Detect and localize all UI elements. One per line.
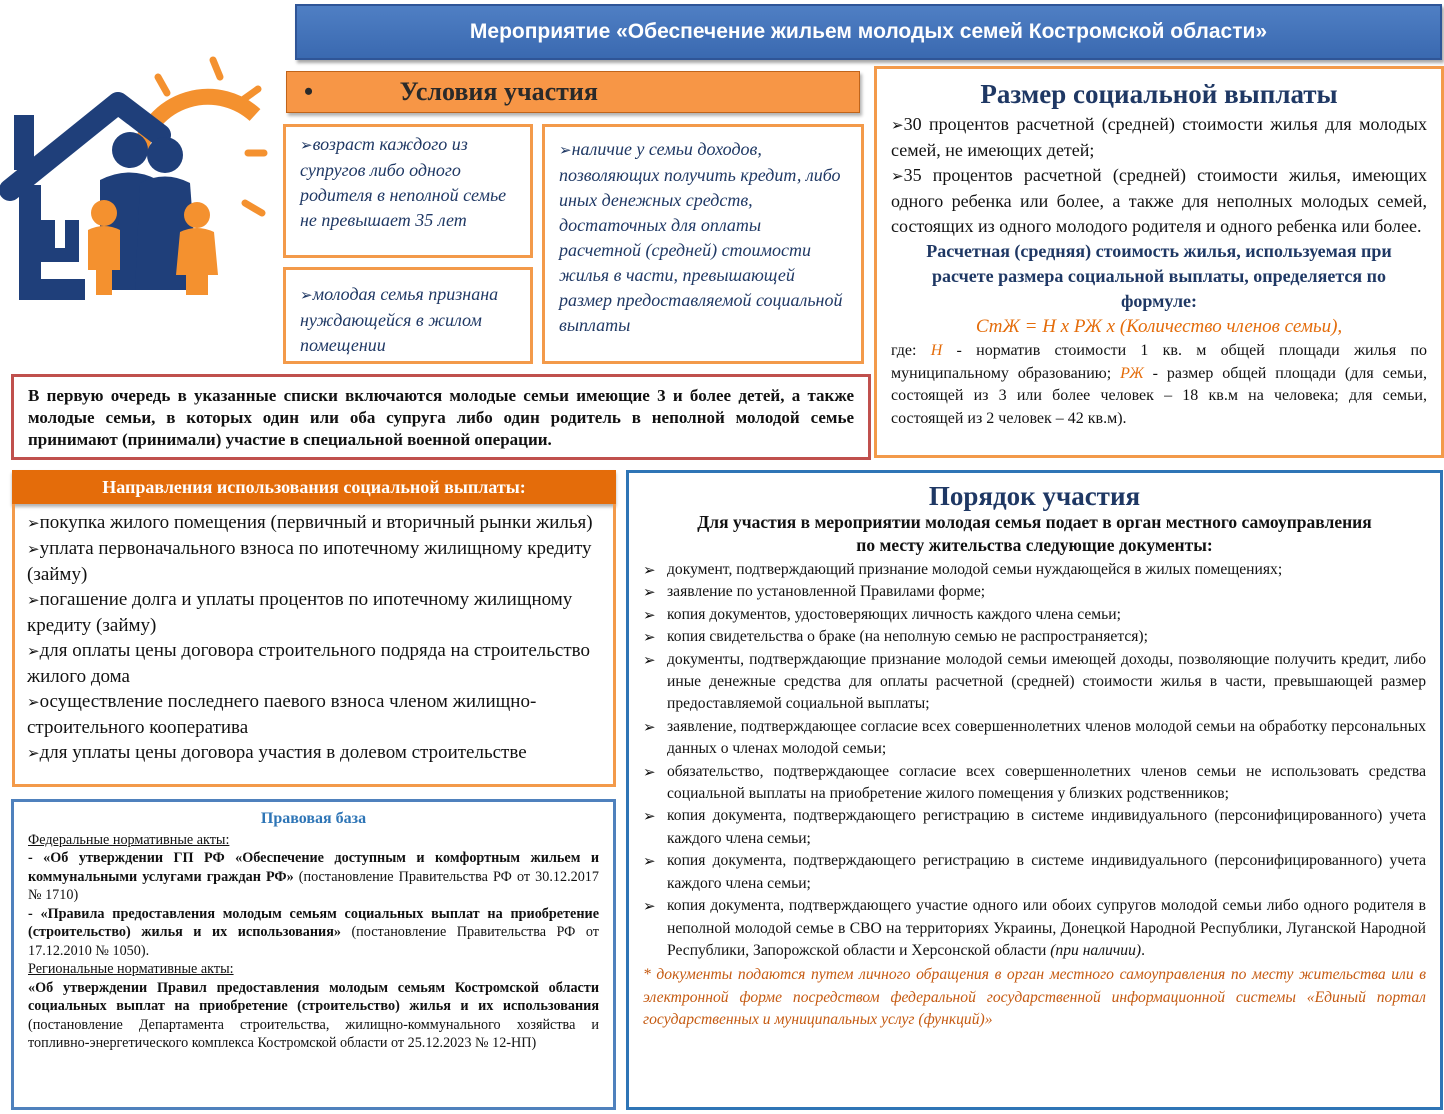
federal-act-2-title: - «Правила предоставления молодым семьям социальных выплат на приобретение (строительство) жилья и их использования»: [28, 905, 599, 940]
list-item: [643, 649, 1426, 716]
payment-size-heading: Размер социальной выплаты: [980, 79, 1338, 109]
regional-act-title: «Об утверждении Правил предоставления молодым семьям Костромской области социальных выплат на приобретение (строительство) жилья и их использования: [28, 979, 599, 1014]
arrow-icon: ➢: [27, 514, 40, 532]
federal-act-1-ref: (постановление Правительства РФ от 30.12.2017 № 1710): [28, 868, 599, 903]
arrow-icon: ➢: [27, 642, 40, 660]
order-subheading: Для участия в мероприятии молодая семья подает в орган местного самоуправления по месту жительства следующие документы:: [697, 512, 1372, 555]
federal-act-2-ref: (постановление Правительства РФ от 17.12.2010 № 1050).: [28, 924, 599, 959]
check-icon: ➢: [643, 762, 656, 781]
list-item-text: покупка жилого помещения (первичный и вторичный рынки жилья): [39, 512, 593, 533]
list-item-text: для уплаты цены договора участия в долевом строительстве: [39, 742, 527, 763]
rzh-text: - размер общей площади (для семьи, состоящей из 3 или более человек – 18 кв.м на человека; для семьи, состоящей из 2 человек – 42 кв.м).: [891, 364, 1427, 427]
list-item-text: копия документа, подтверждающего участие одного или обоих супругов молодой семьи либо одного родителя в неполной молодой семье в СВО на территориях Украины, Донецкой Народной Республики, Луганской Народной Республики, Запорожской области и Херсонской области: [667, 897, 1426, 959]
formula-explanation: [891, 340, 1427, 430]
condition-age-text: возраст каждого из супругов либо одного родителя в неполной семье не превышает 35 лет: [300, 134, 507, 230]
list-item-text: обязательство, подтверждающее согласие всех совершеннолетних членов семьи не использовать средства социальной выплаты на приобретение жилого помещения у близких родственников;: [667, 762, 1426, 803]
list-item: [643, 805, 1426, 850]
n-symbol: Н: [930, 342, 943, 359]
list-item-text: документ, подтверждающий признание молодой семьи нуждающейся в жилых помещениях;: [667, 561, 1283, 578]
federal-label: Федеральные нормативные акты:: [28, 831, 230, 848]
formula: СтЖ = Н х РЖ х (Количество членов семьи),: [975, 316, 1343, 337]
list-item: [643, 626, 1426, 648]
list-item-text: осуществление последнего паевого взноса членом жилищно-строительного кооператива: [27, 691, 537, 738]
arrow-icon: ➢: [27, 693, 40, 711]
federal-act-1: [28, 849, 599, 905]
list-item: [643, 850, 1426, 895]
condition-age: [283, 124, 533, 258]
legal-base-heading: Правовая база: [260, 810, 367, 827]
bullet-icon: •: [304, 77, 314, 106]
payment-size-item: [891, 112, 1427, 163]
check-icon: ➢: [643, 583, 656, 602]
list-item-text: заявление, подтверждающее согласие всех совершеннолетних членов молодой семьи на обработку персональных данных о членах молодой семьи;: [667, 717, 1426, 758]
condition-income-text: наличие у семьи доходов, позволяющих получить кредит, либо иных денежных средств, достаточных для оплаты расчетной (средней) стоимости жилья в части, превышающей размер предоставляемой социальной выплаты: [559, 139, 843, 335]
arrow-icon: ➢: [559, 141, 572, 159]
list-item: [27, 689, 601, 740]
conditions-heading-label: Условия участия: [399, 77, 598, 106]
rzh-symbol: РЖ: [1120, 364, 1144, 382]
list-item-text: копия документов, удостоверяющих личность каждого члена семьи;: [667, 605, 1121, 623]
where-label: где:: [891, 342, 917, 359]
check-icon: ➢: [643, 897, 656, 916]
regional-act-ref: (постановление Департамента строительства, жилищно-коммунального хозяйства и топливно-энергетического комплекса Костромской области от 25.12.2023 № 12-НП): [28, 1016, 599, 1051]
check-icon: ➢: [643, 852, 656, 871]
list-item: [643, 895, 1426, 962]
payment-size-item-text: 35 процентов расчетной (средней) стоимости жилья, имеющих одного ребенка или более, а также для неполных молодых семей, состоящих из одного молодого родителя и одного ребенка или более.: [891, 165, 1427, 236]
arrow-icon: ➢: [27, 591, 40, 609]
directions-heading: Направления использования социальной выплаты:: [12, 470, 616, 504]
arrow-icon: ➢: [891, 116, 904, 134]
condition-income: [542, 124, 864, 364]
arrow-icon: ➢: [27, 744, 40, 762]
arrow-icon: ➢: [300, 136, 313, 154]
n-text: - норматив стоимости 1 кв. м общей площади жилья по муниципальному образованию;: [891, 342, 1428, 382]
check-icon: ➢: [643, 561, 656, 579]
family-house-icon: [0, 55, 280, 300]
list-item-text: уплата первоначального взноса по ипотечному жилищному кредиту (займу): [27, 538, 592, 585]
list-item: [643, 559, 1426, 581]
list-item-text: копия документа, подтверждающего регистрацию в системе индивидуального (персонифицированного) учета каждого члена семьи;: [667, 807, 1426, 847]
list-item: [27, 638, 601, 689]
federal-act-2: [28, 905, 599, 961]
payment-size-item-text: 30 процентов расчетной (средней) стоимости жилья для молодых семей, не имеющих детей;: [891, 114, 1427, 160]
payment-size-item: [891, 163, 1427, 239]
list-item: [27, 510, 601, 536]
check-icon: ➢: [643, 628, 656, 647]
priority-note: В первую очередь в указанные списки включаются молодые семьи имеющие 3 и более детей, а также молодые семьи, в которых один или оба супруга либо один родитель в неполной молодой семье принимают (принимали) участие в специальной военной операции.: [11, 374, 871, 460]
check-icon: ➢: [643, 807, 656, 826]
list-item-text: копия свидетельства о браке (на неполную семью не распространяется);: [667, 628, 1148, 646]
list-item: [643, 716, 1426, 761]
list-item: [643, 604, 1426, 626]
list-item: [27, 536, 601, 587]
regional-label: Региональные нормативные акты:: [28, 961, 234, 977]
list-item-text: погашение долга и уплаты процентов по ипотечному жилищному кредиту (займу): [27, 589, 573, 636]
list-item-text: копия документа, подтверждающего регистрацию в системе индивидуального (персонифицированного) учета каждого члена семьи;: [667, 852, 1426, 892]
formula-heading: Расчетная (средняя) стоимость жилья, используемая при расчете размера социальной выплаты, определяется по формуле:: [926, 241, 1392, 311]
directions-list: [12, 504, 616, 787]
conditions-heading: [286, 71, 860, 113]
order-footnote: * документы подаются путем личного обращения в орган местного самоуправления по месту жительства или в электронной форме посредством федеральной государственной информационной системы «Единый портал государственных и муниципальных услуг (функций)»: [643, 966, 1426, 1029]
regional-act: [28, 979, 599, 1053]
list-item-text: заявление по установленной Правилами форме;: [667, 583, 986, 601]
list-item: [27, 587, 601, 638]
arrow-icon: ➢: [300, 286, 313, 304]
check-icon: ➢: [643, 650, 656, 669]
list-item: [643, 761, 1426, 806]
list-item-note: (при наличии): [1050, 941, 1142, 959]
page-title: Мероприятие «Обеспечение жильем молодых семей Костромской области»: [295, 4, 1442, 60]
list-item-text: для оплаты цены договора строительного подряда на строительство жилого дома: [27, 640, 591, 687]
check-icon: ➢: [643, 605, 656, 624]
check-icon: ➢: [643, 717, 656, 736]
order-heading: Порядок участия: [928, 481, 1141, 511]
condition-housing-need: [283, 267, 533, 364]
list-item-end: .: [1141, 941, 1145, 959]
list-item: [27, 740, 601, 766]
condition-housing-need-text: молодая семья признана нуждающейся в жилом помещении: [300, 284, 499, 355]
arrow-icon: ➢: [891, 167, 904, 185]
list-item-text: документы, подтверждающие признание молодой семьи имеющей доходы, позволяющие получить кредит, либо иные денежные средства для оплаты расчетной (средней) стоимости жилья в части, превышающей размер предоставляемой социальной выплаты;: [667, 650, 1426, 713]
federal-act-1-title: - «Об утверждении ГП РФ «Обеспечение доступным и комфортным жильем и коммунальными услугами граждан РФ»: [28, 850, 599, 885]
list-item: [643, 581, 1426, 603]
arrow-icon: ➢: [27, 540, 40, 558]
payment-size-box: [874, 66, 1444, 458]
order-box: [626, 470, 1443, 1110]
legal-base-box: [11, 799, 616, 1110]
